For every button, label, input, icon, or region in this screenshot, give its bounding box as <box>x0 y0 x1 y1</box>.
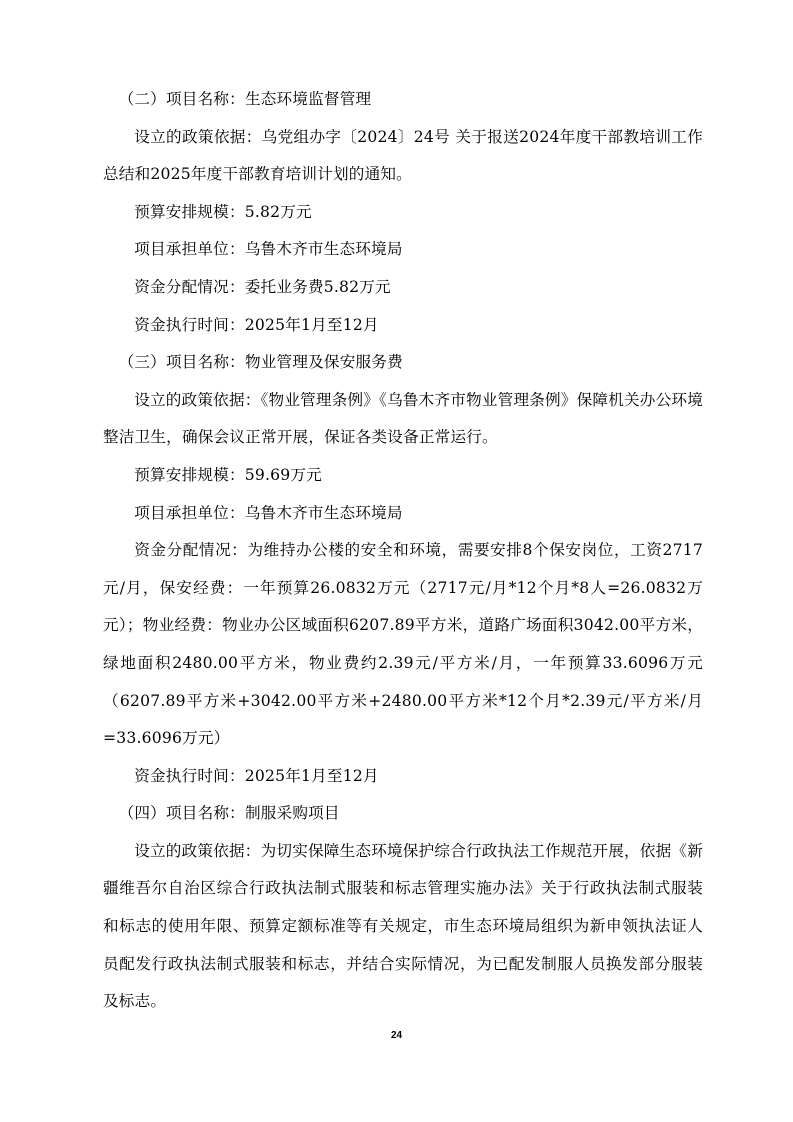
undertaking-unit-paragraph: 项目承担单位：乌鲁木齐市生态环境局 <box>134 503 403 522</box>
project-heading-2: （二）项目名称：生态环境监督管理 <box>118 90 372 108</box>
budget-scale-paragraph: 预算安排规模：5.82万元 <box>134 202 312 221</box>
fund-allocation-paragraph: 资金分配情况：委托业务费5.82万元 <box>134 277 391 296</box>
budget-scale-paragraph: 预算安排规模：59.69万元 <box>134 465 322 484</box>
page-number: 24 <box>390 1030 403 1041</box>
policy-basis-paragraph: 设立的政策依据：《物业管理条例》《乌鲁木齐市物业管理条例》保障机关办公环境整洁卫生，确保会议正常开展，保证各类设备正常运行。 <box>103 390 703 447</box>
project-heading-4: （四）项目名称：制服采购项目 <box>118 804 340 823</box>
policy-basis-paragraph: 设立的政策依据：乌党组办字〔2024〕24号 关于报送2024年度干部教培训工作总结和2025年度干部教育培训计划的通知。 <box>103 127 703 184</box>
execution-time-paragraph: 资金执行时间：2025年1月至12月 <box>134 766 379 785</box>
project-heading-3: （三）项目名称：物业管理及保安服务费 <box>118 353 403 372</box>
document-body <box>103 81 703 1021</box>
undertaking-unit-paragraph: 项目承担单位：乌鲁木齐市生态环境局 <box>134 240 403 259</box>
policy-basis-paragraph: 设立的政策依据：为切实保障生态环境保护综合行政执法工作规范开展，依据《新疆维吾尔自治区综合行政执法制式服装和标志管理实施办法》关于行政执法制式服装和标志的使用年限、预算定额标准等有关规定，市生态环境局组织为新申领执法证人员配发行政执法制式服装和标志，并结合实际情况，为已配发制服人员换发部分服装及标志。 <box>103 841 703 1011</box>
execution-time-paragraph: 资金执行时间：2025年1月至12月 <box>134 315 379 334</box>
fund-allocation-paragraph: 资金分配情况：为维持办公楼的安全和环境，需要安排8个保安岗位，工资2717元/月，保安经费：一年预算26.0832万元（2717元/月*12个月*8人=26.0832万元）；物业经费：物业办公区域面积6207.89平方米，道路广场面积3042.00平方米，绿地面积2480.00平方米，物业费约2.39元/平方米/月，一年预算33.6096万元（6207.89平方米+3042.00平方米+2480.00平方米*12个月*2.39元/平方米/月=33.6096万元） <box>103 541 703 748</box>
